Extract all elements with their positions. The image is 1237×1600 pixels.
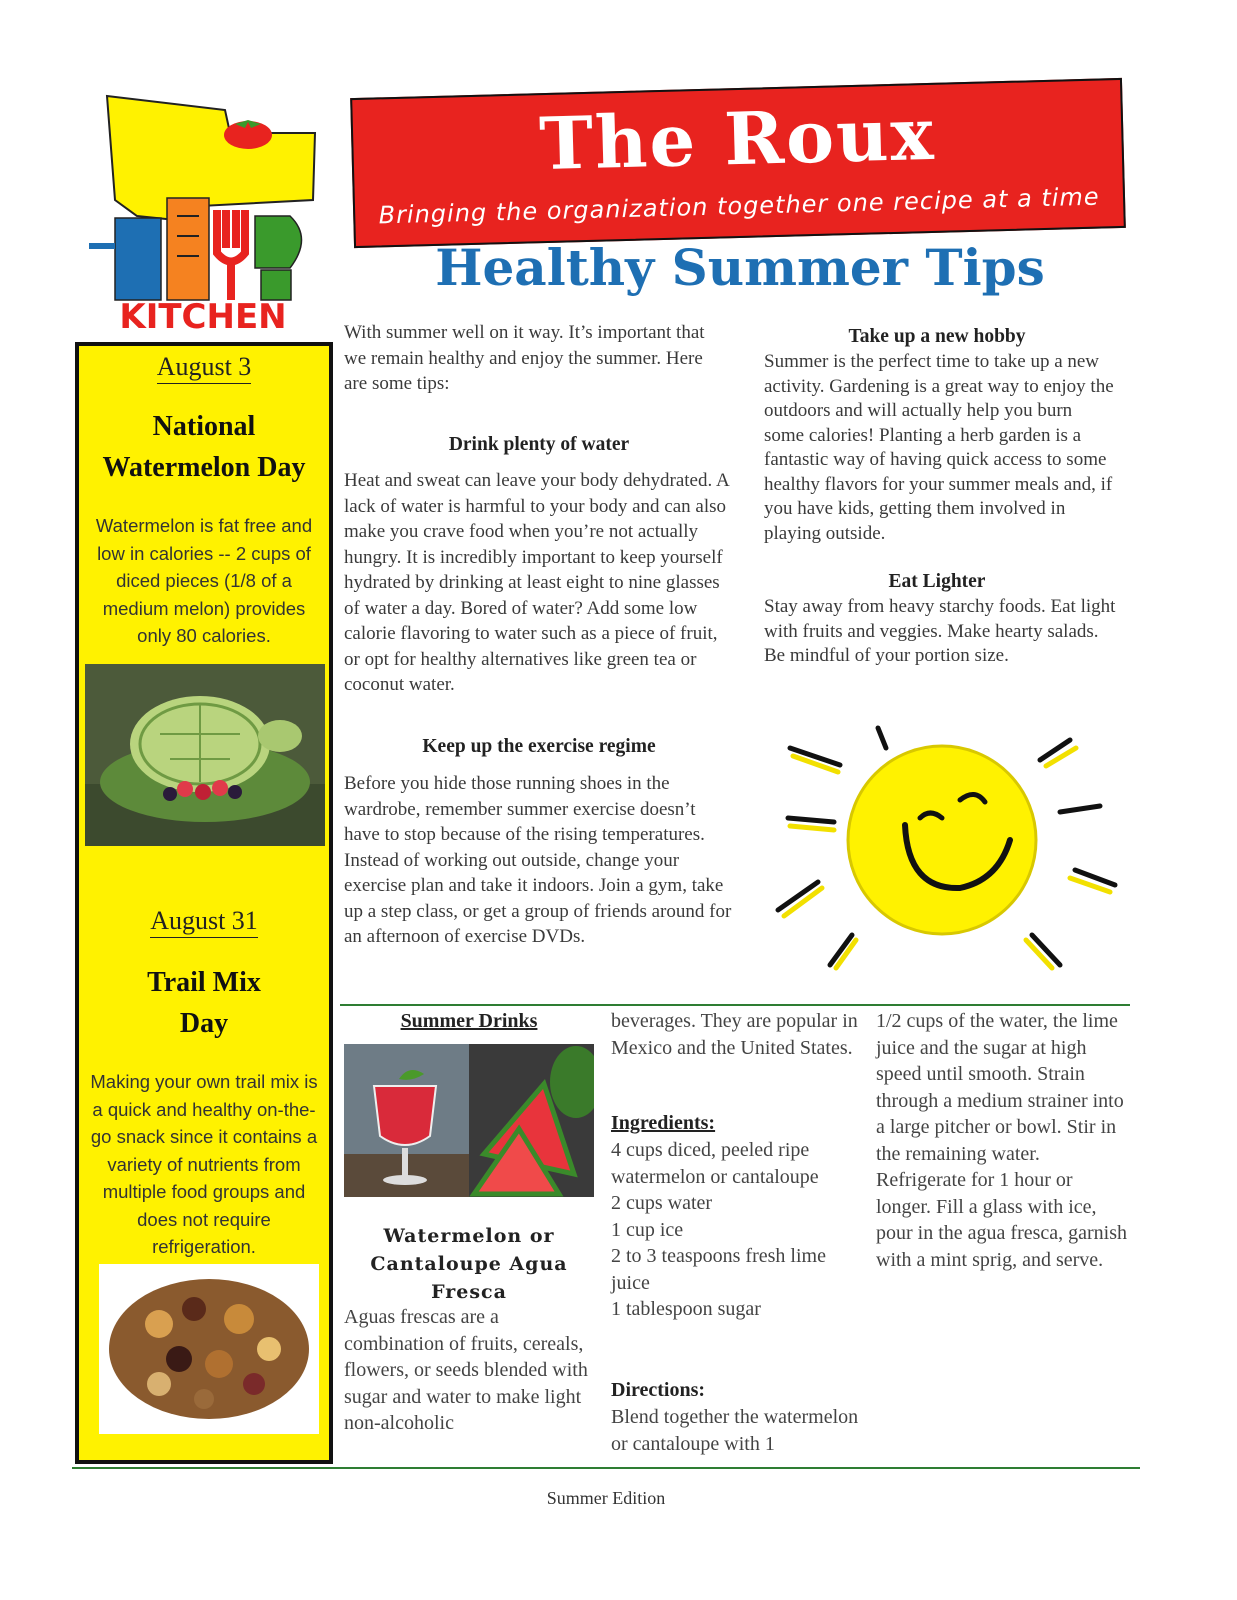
recipe-intro: Aguas frescas are a combination of fruits, cereals, flowers, or seeds blended with sugar and water to make light non-alcoholic: [344, 1306, 588, 1434]
newsletter-tagline: Bringing the organization together one recipe at a time: [378, 182, 1100, 230]
event-description: Making your own trail mix is a quick and healthy on-the-go snack since it contains a variety of nutrients from multiple food groups and does not require refrigeration.: [90, 1071, 318, 1257]
logo-text: KITCHEN: [119, 297, 287, 337]
event-date: August 3: [79, 352, 329, 382]
section-divider: [340, 1004, 1130, 1006]
exercise-heading: Keep up the exercise regime: [422, 736, 656, 757]
trail-mix-photo: [99, 1264, 319, 1434]
event-title: National Watermelon Day: [102, 411, 306, 483]
hobby-paragraph: Summer is the perfect time to take up a new activity. Gardening is a great way to enjoy the outdoors and will actually help you burn some calories! Planting a herb garden is a fantastic way of having quick access to some healthy flavors for your summer meals and, if you have kids, getting them involved in playing outside.: [764, 351, 1114, 544]
water-paragraph: Heat and sweat can leave your body dehydrated. A lack of water is harmful to your body and can also make you crave food when you’re not actually hungry. It is incredibly important to keep yourself hydrated by drinking at least eight to nine glasses of water a day. Bored of water? Add some low calorie flavoring to water such as a piece of fruit, or opt for healthy alternatives like green tea or coconut water.: [344, 470, 729, 695]
section-heading: Summer Drinks: [400, 1010, 538, 1032]
recipe-intro-continued: beverages. They are popular in Mexico and the United States.: [611, 1010, 858, 1059]
ingredient-item: 2 to 3 teaspoons fresh lime juice: [611, 1245, 826, 1294]
newsletter-title: The Roux: [538, 90, 937, 187]
event-date: August 31: [79, 906, 329, 936]
directions-heading: Directions:: [611, 1379, 706, 1401]
ingredient-item: 2 cups water: [611, 1192, 713, 1214]
recipe-title: Watermelon or Cantaloupe Agua Fresca: [370, 1225, 568, 1303]
ingredients-list: [611, 1137, 863, 1323]
directions-part2: 1/2 cups of the water, the lime juice and the sugar at high speed until smooth. Strain through a medium strainer into a large pitcher or bowl. Stir in the remaining water. Refrigerate for 1 hour or longer. Fill a glass with ice, pour in the agua fresca, garnish with a mint sprig, and serve.: [876, 1010, 1128, 1271]
watermelon-turtle-photo: [85, 664, 325, 846]
lighter-heading: Eat Lighter: [888, 571, 986, 592]
footer-edition: Summer Edition: [546, 1488, 666, 1508]
smiling-sun-illustration: [770, 720, 1120, 975]
intro-paragraph: With summer well on it way. It’s important that we remain healthy and enjoy the summer. Here are some tips:: [344, 322, 705, 394]
ingredient-item: 1 cup ice: [611, 1218, 684, 1241]
water-heading: Drink plenty of water: [448, 434, 630, 455]
page-title: Healthy Summer Tips: [435, 238, 1045, 297]
sidebar-calendar: [75, 342, 333, 1464]
footer-divider: [72, 1467, 1140, 1469]
event-description: Watermelon is fat free and low in calories -- 2 cups of diced pieces (1/8 of a medium melon) provides only 80 calories.: [95, 515, 313, 646]
agua-fresca-photo: [344, 1044, 594, 1197]
exercise-paragraph: Before you hide those running shoes in the wardrobe, remember summer exercise doesn’t have to stop because of the rising temperatures. Instead of working out outside, change your exercise plan and take it indoors. Join a gym, take up a step class, or get a group of friends around for an afternoon of exercise DVDs.: [344, 773, 732, 947]
event-title: Trail Mix Day: [147, 967, 261, 1039]
ingredient-item: 1 tablespoon sugar: [611, 1298, 761, 1320]
hobby-heading: Take up a new hobby: [848, 326, 1026, 347]
ingredients-heading: Ingredients:: [611, 1112, 716, 1134]
masthead-banner: [350, 78, 1126, 248]
ingredient-item: 4 cups diced, peeled ripe watermelon or cantaloupe: [611, 1139, 819, 1188]
kitchen-logo: [85, 88, 325, 338]
directions-part1: Blend together the watermelon or cantaloupe with 1: [611, 1406, 859, 1455]
lighter-paragraph: Stay away from heavy starchy foods. Eat light with fruits and veggies. Make hearty salads. Be mindful of your portion size.: [764, 596, 1116, 666]
